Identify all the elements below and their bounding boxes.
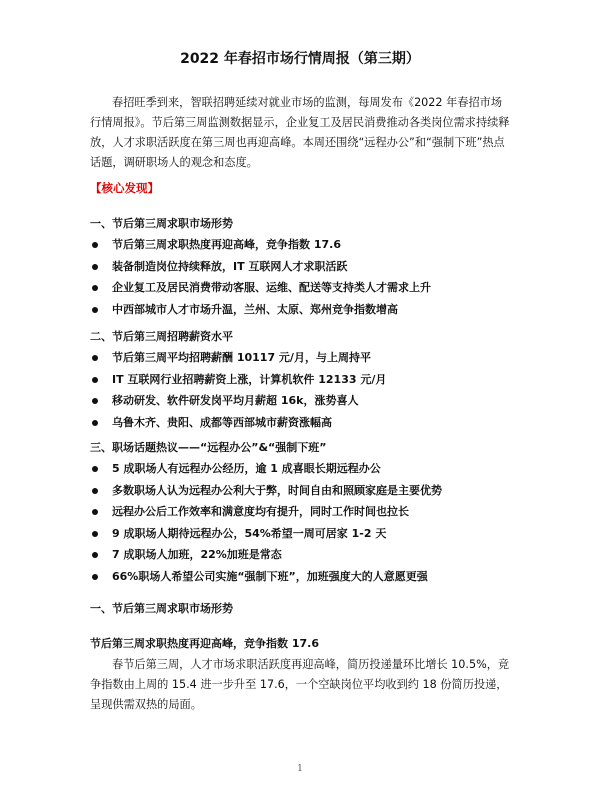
bullet-dot-icon <box>92 466 98 472</box>
section-workplace-topics <box>90 438 520 587</box>
section-salary-level <box>90 327 520 433</box>
bullet-item <box>90 390 520 412</box>
detail-section-heading: 一、节后第三周求职市场形势 <box>90 602 233 615</box>
bullet-dot-icon <box>92 420 98 426</box>
section-heading: 一、节后第三周求职市场形势 <box>90 217 233 230</box>
bullet-text: 66%职场人希望公司实施“强制下班”，加班强度大的人意愿更强 <box>112 569 428 583</box>
bullet-list <box>90 458 520 587</box>
detail-body-paragraph: 春节后第三周，人才市场求职活跃度再迎高峰，简历投递量环比增长 10.5%，竞争指数由上周的 15.4 进一步升至 17.6，一个空缺岗位平均收到约 18 份简历投递，呈现供需双热的局面。 <box>90 658 510 711</box>
bullet-dot-icon <box>92 398 98 404</box>
bullet-list <box>90 234 520 320</box>
bullet-item <box>90 299 520 321</box>
bullet-text: 装备制造岗位持续释放，IT 互联网人才求职活跃 <box>112 259 348 273</box>
bullet-text: 企业复工及居民消费带动客服、运维、配送等支持类人才需求上升 <box>112 281 431 294</box>
bullet-dot-icon <box>92 574 98 580</box>
bullet-item <box>90 412 520 434</box>
bullet-item <box>90 234 520 256</box>
bullet-item <box>90 480 520 502</box>
document-title: 2022 年春招市场行情周报（第三期） <box>180 51 420 67</box>
bullet-item <box>90 277 520 299</box>
bullet-dot-icon <box>92 531 98 537</box>
bullet-dot-icon <box>92 377 98 383</box>
bullet-text: 多数职场人认为远程办公利大于弊，时间自由和照顾家庭是主要优势 <box>112 483 442 497</box>
detail-subheading: 节后第三周求职热度再迎高峰，竞争指数 17.6 <box>90 637 319 650</box>
bullet-dot-icon <box>92 509 98 515</box>
bullet-text: 节后第三周求职热度再迎高峰，竞争指数 17.6 <box>112 238 341 251</box>
bullet-text: 远程办公后工作效率和满意度均有提升，同时工作时间也拉长 <box>112 505 409 518</box>
bullet-dot-icon <box>92 285 98 291</box>
bullet-item <box>90 458 520 480</box>
section-heading: 二、节后第三周招聘薪资水平 <box>90 330 233 343</box>
bullet-dot-icon <box>92 355 98 361</box>
bullet-item <box>90 256 520 278</box>
bullet-dot-icon <box>92 552 98 558</box>
bullet-text: 5 成职场人有远程办公经历，逾 1 成喜眼长期远程办公 <box>112 462 381 475</box>
bullet-item <box>90 566 520 588</box>
section-job-market <box>90 214 520 320</box>
bullet-text: 7 成职场人加班，22%加班是常态 <box>112 548 282 561</box>
bullet-dot-icon <box>92 307 98 313</box>
bullet-item <box>90 369 520 391</box>
page-number: 1 <box>297 764 303 774</box>
bullet-dot-icon <box>92 242 98 248</box>
bullet-item <box>90 347 520 369</box>
bullet-list <box>90 347 520 433</box>
bullet-item <box>90 501 520 523</box>
bullet-dot-icon <box>92 488 98 494</box>
bullet-text: 中西部城市人才市场升温，兰州、太原、郑州竞争指数增高 <box>112 302 398 316</box>
bullet-text: IT 互联网行业招聘薪资上涨，计算机软件 12133 元/月 <box>112 372 387 386</box>
key-findings-header: 【核心发现】 <box>90 181 159 195</box>
bullet-text: 9 成职场人期待远程办公，54%希望一周可居家 1-2 天 <box>112 526 387 540</box>
intro-paragraph: 春招旺季到来，智联招聘延续对就业市场的监测，每周发布《2022 年春招市场行情周报》。节后第三周监测数据显示，企业复工及居民消费推动各类岗位需求持续释放，人才求职活跃度在第三周也再迎高峰。本周还围绕“远程办公”和“强制下班”热点话题，调研职场人的观念和态度。 <box>90 96 510 169</box>
bullet-item <box>90 523 520 545</box>
bullet-dot-icon <box>92 264 98 270</box>
section-heading: 三、职场话题热议——“远程办公”&“强制下班” <box>90 441 327 454</box>
bullet-item <box>90 544 520 566</box>
bullet-text: 乌鲁木齐、贵阳、成都等西部城市薪资涨幅高 <box>112 415 332 429</box>
bullet-text: 节后第三周平均招聘薪酬 10117 元/月，与上周持平 <box>112 351 371 364</box>
bullet-text: 移动研发、软件研发岗平均月薪超 16k，涨势喜人 <box>112 394 359 407</box>
